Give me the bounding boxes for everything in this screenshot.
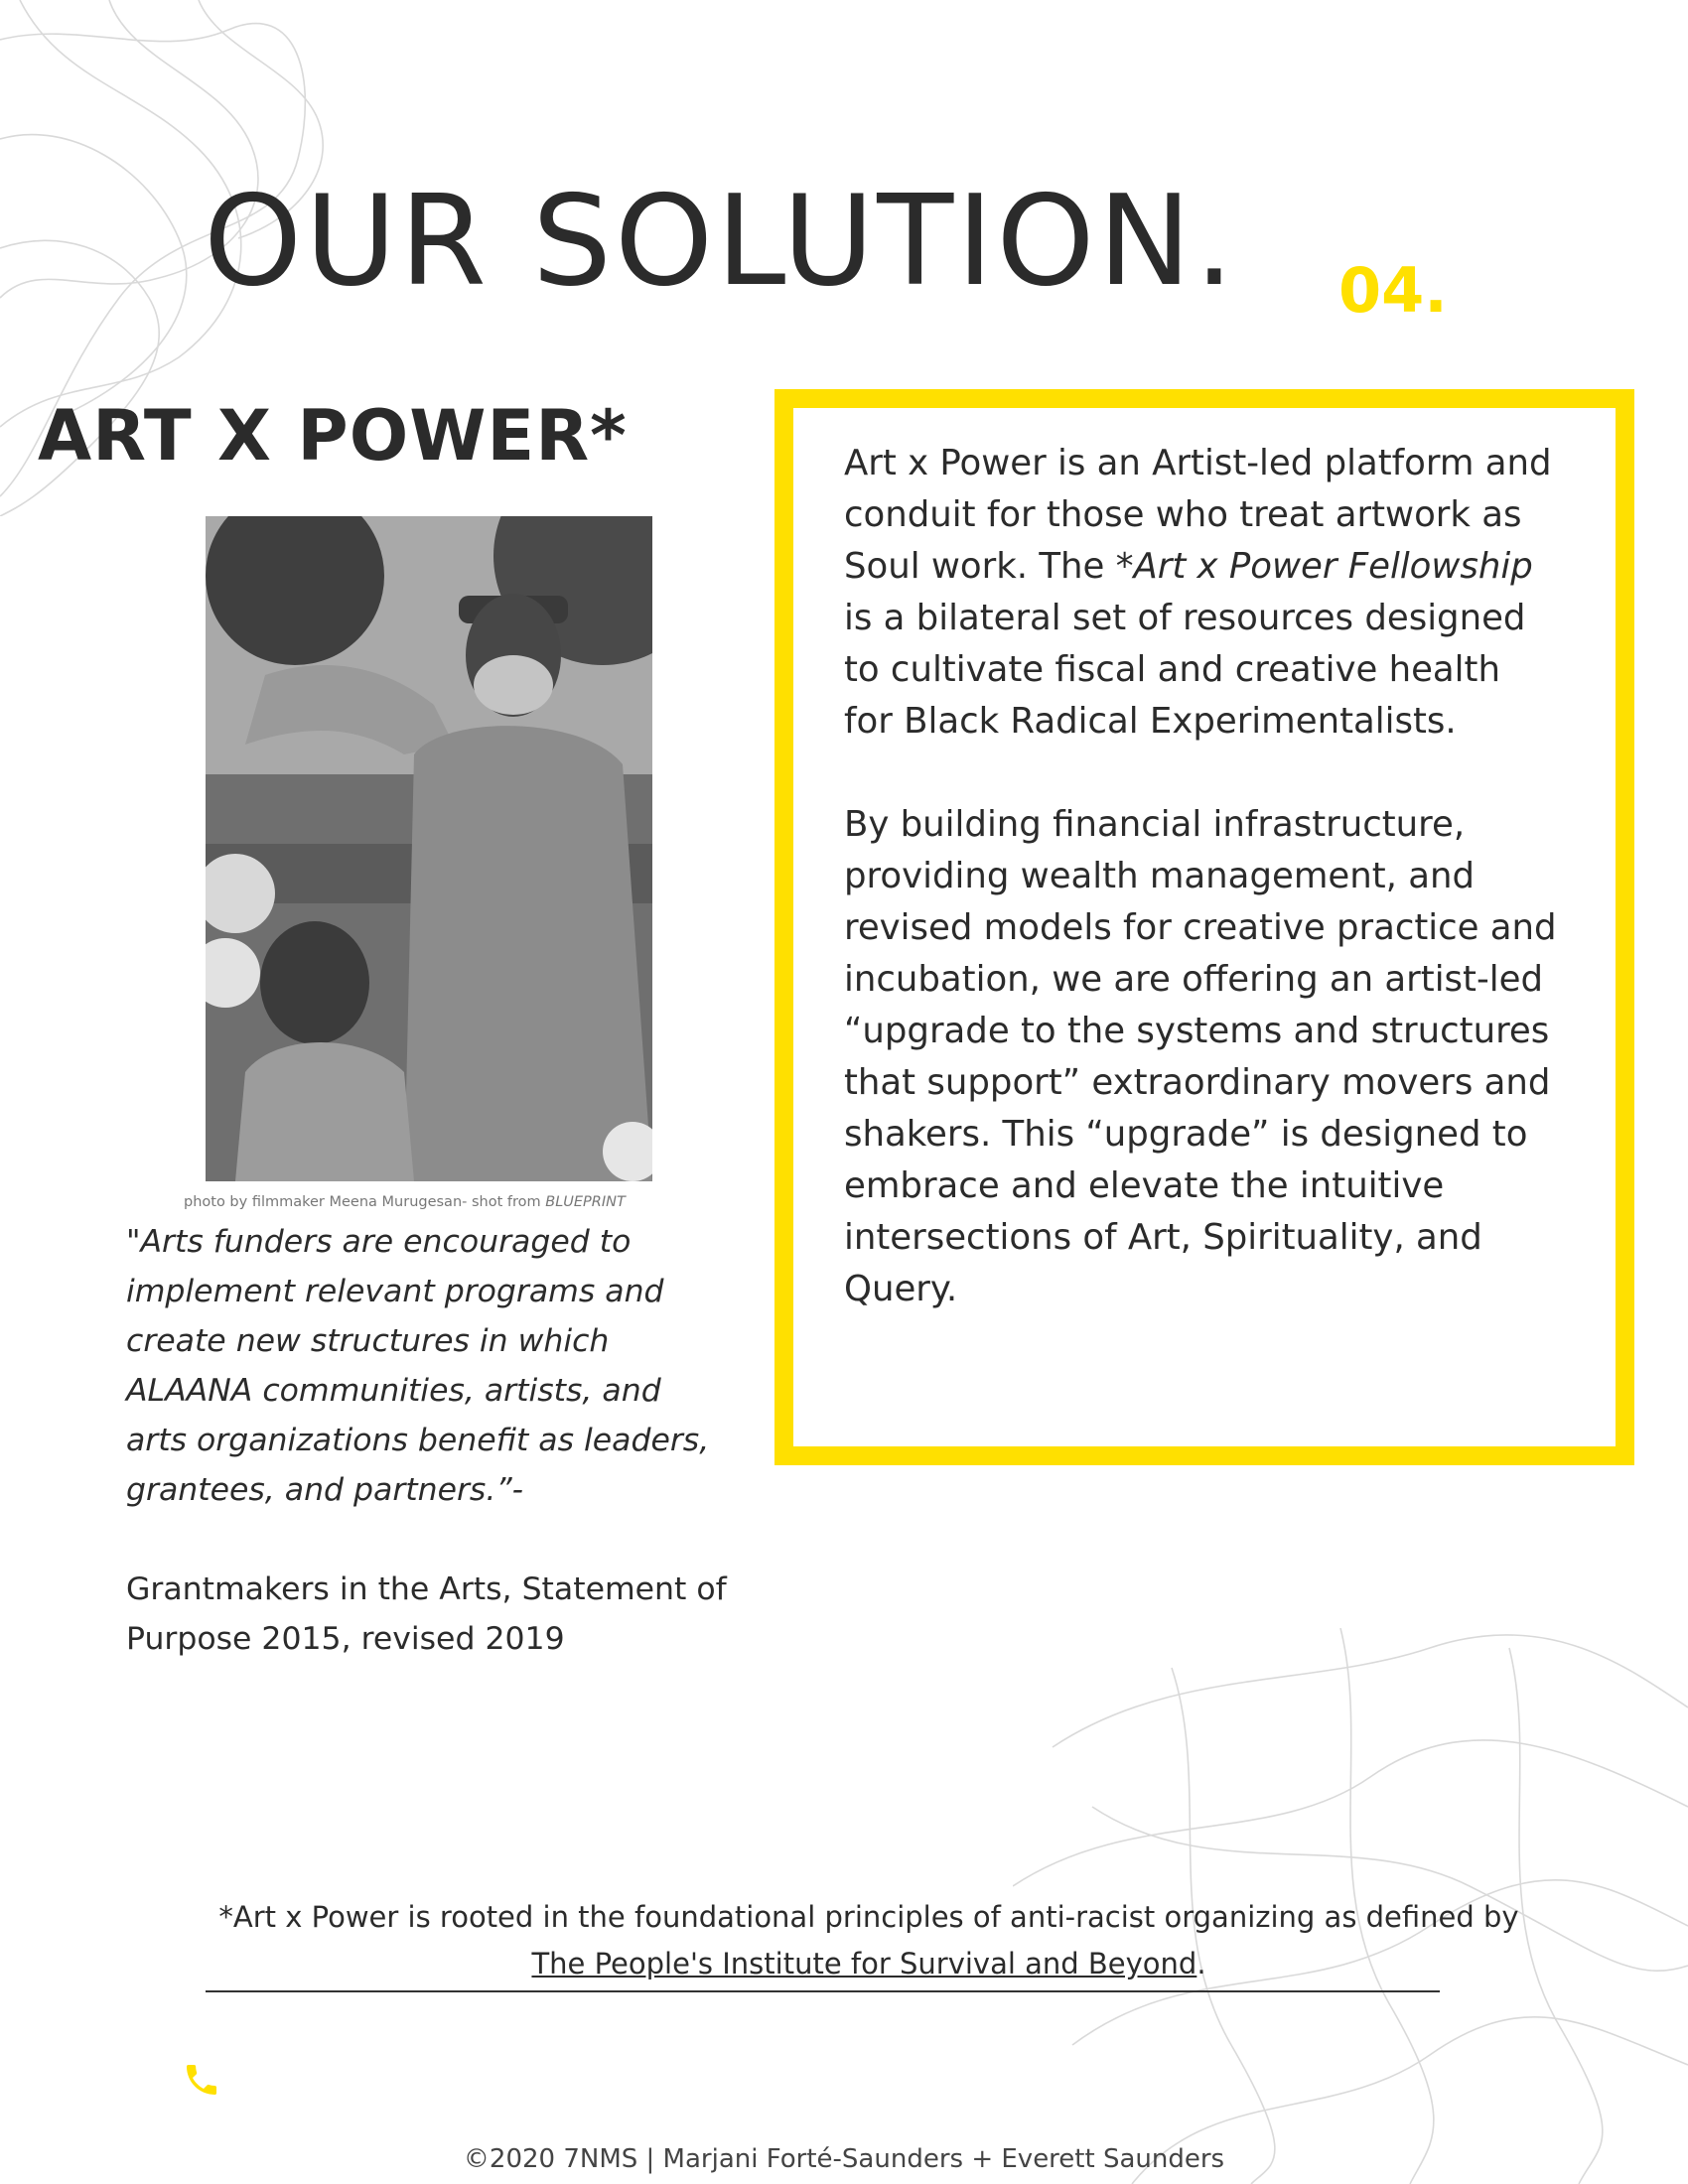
page-number: 04. [1338,254,1448,327]
box-paragraph-2: By building financial infrastructure, providing wealth management, and revised models for creative practice and incubation, we are offering an artist-led “upgrade to the systems and structures that support” extraordinary movers and shakers. This “upgrade” is designed to embrace and elevate the intuitive intersections of Art, Spirituality, and Query. [844,804,1557,1309]
photo-caption-title: BLUEPRINT [545,1194,626,1210]
footnote-divider [206,1990,1440,1992]
box-paragraph-1-end: is a bilateral set of resources designed to cultivate fiscal and creative health for Black Radical Experimentalists. [844,598,1526,742]
box-paragraph-1-start: Art x Power is an Artist-led platform and conduit for those who treat artwork as Soul work. The [844,443,1552,587]
photo-caption [184,1194,626,1210]
footnote-link-suffix: . [1196,1947,1206,1980]
section-heading: ART X POWER* [38,395,628,477]
footnote [149,1894,1589,1987]
peoples-institute-link[interactable]: The People's Institute for Survival and Beyond [531,1947,1197,1980]
fellowship-name: *Art x Power Fellowship [1115,546,1533,587]
footnote-text: *Art x Power is rooted in the foundational principles of anti-racist organizing as defined by [218,1900,1519,1934]
portrait-photo-illustration [206,516,652,1181]
page-title: OUR SOLUTION. [204,168,1237,314]
pull-quote: "Arts funders are encouraged to implement relevant programs and create new structures in which ALAANA communities, artists, and arts organizations benefit as leaders, grantees, and partners.”- [126,1224,710,1508]
quote-attribution: Grantmakers in the Arts, Statement of Purpose 2015, revised 2019 [126,1571,727,1657]
phone-icon[interactable] [182,2060,221,2100]
portrait-photo [206,516,652,1181]
photo-caption-prefix: photo by filmmaker Meena Murugesan- shot from [184,1194,546,1210]
footer-copyright: ©2020 7NMS | Marjani Forté-Saunders + Everett Saunders [463,2144,1225,2174]
box-paragraph-1 [844,438,1559,748]
highlight-box-text [844,438,1559,1315]
